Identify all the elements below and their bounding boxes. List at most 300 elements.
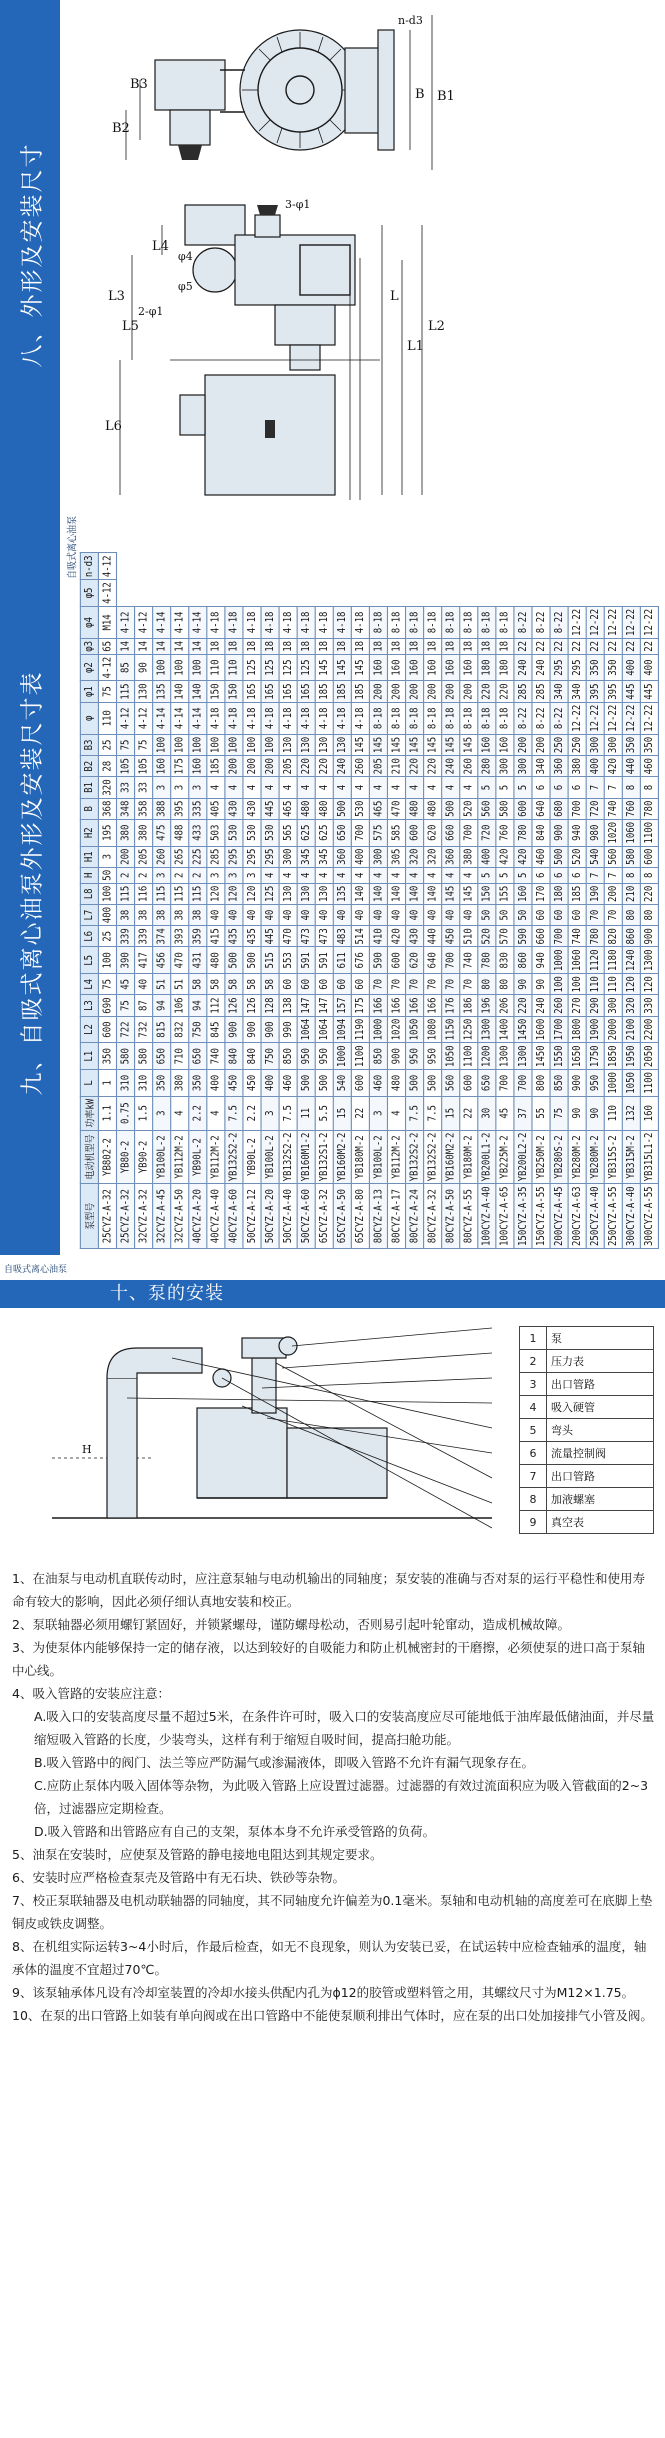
- rotated-table: [64, 516, 659, 1249]
- table-cell: 75: [117, 995, 135, 1016]
- table-cell: 8: [622, 777, 640, 798]
- table-cell: 4-12: [98, 654, 116, 681]
- table-cell: 186: [460, 995, 478, 1016]
- table-cell: 220: [424, 756, 442, 777]
- table-cell: 1800: [568, 1016, 586, 1043]
- table-cell: 125: [261, 654, 279, 681]
- table-cell: 4-18: [279, 606, 297, 638]
- table-row: [153, 553, 171, 1249]
- table-cell: 200: [243, 756, 261, 777]
- table-cell: 40CYZ-A-40: [207, 1184, 225, 1249]
- table-cell: 400: [351, 846, 369, 867]
- table-cell: 165: [261, 681, 279, 702]
- note-7: 7、校正泵联轴器及电机动联轴器的同轴度，其不同轴度允许偏差为0.1毫米。泵轴和电动机轴的高度差可在底脚上垫铜皮或铁皮调整。: [12, 1893, 653, 1931]
- table-row: [406, 553, 424, 1249]
- table-cell: 2: [171, 867, 189, 883]
- table-cell: 420: [604, 756, 622, 777]
- table-cell: YB160M2-2: [333, 1130, 351, 1184]
- table-cell: 650: [333, 819, 351, 846]
- table-row: [568, 553, 586, 1249]
- table-cell: 350: [622, 734, 640, 755]
- table-cell: 40: [243, 904, 261, 925]
- table-cell: 750: [261, 1043, 279, 1070]
- table-cell: 8-22: [514, 702, 532, 734]
- table-row: [117, 553, 135, 1249]
- table-tag: 自吸式离心油泵: [67, 516, 79, 580]
- table-cell: 90: [586, 1096, 604, 1130]
- table-cell: 4-12: [135, 702, 153, 734]
- table-cell: 80: [640, 904, 658, 925]
- table-cell: 4: [315, 777, 333, 798]
- table-cell: YB315S-2: [604, 1130, 622, 1184]
- outlet-flange-top: [378, 30, 394, 150]
- table-cell: 5: [514, 777, 532, 798]
- table-cell: 4-18: [297, 702, 315, 734]
- table-cell: 135: [333, 883, 351, 904]
- table-cell: 40: [261, 904, 279, 925]
- table-cell: 112: [207, 995, 225, 1016]
- table-cell: 33: [117, 777, 135, 798]
- table-cell: 4: [243, 777, 261, 798]
- table-cell: 6: [550, 777, 568, 798]
- table-cell: 65: [98, 638, 116, 654]
- table-cell: 18: [442, 638, 460, 654]
- table-cell: 8-22: [514, 606, 532, 638]
- table-cell: 8-18: [496, 702, 514, 734]
- table-cell: 70: [460, 974, 478, 995]
- table-cell: 4-14: [153, 702, 171, 734]
- table-cell: 1240: [622, 947, 640, 974]
- table-cell: 515: [261, 947, 279, 974]
- table-cell: 4-18: [315, 702, 333, 734]
- table-cell: 1300: [640, 947, 658, 974]
- table-header-cell: L1: [80, 1043, 98, 1070]
- dim-2phi1: 2-φ1: [138, 305, 164, 318]
- table-cell: 280: [478, 756, 496, 777]
- table-header-cell: B2: [80, 756, 98, 777]
- table-cell: 70: [586, 904, 604, 925]
- table-cell: 460: [532, 846, 550, 867]
- table-row: [604, 553, 622, 1249]
- table-cell: 60: [279, 974, 297, 995]
- table-cell: 540: [586, 846, 604, 867]
- table-row: [586, 553, 604, 1249]
- table-cell: 300: [369, 846, 387, 867]
- table-cell: YB90L-2: [243, 1130, 261, 1184]
- table-cell: 530: [351, 798, 369, 819]
- table-cell: 115: [117, 681, 135, 702]
- table-cell: 4-12: [98, 553, 116, 580]
- table-cell: 18: [261, 638, 279, 654]
- table-cell: 160: [369, 654, 387, 681]
- table-cell: 580: [622, 846, 640, 867]
- table-cell: 125: [261, 883, 279, 904]
- table-cell: 128: [261, 995, 279, 1016]
- table-cell: 2200: [640, 1016, 658, 1043]
- section-outline-dimensions: [0, 0, 665, 510]
- legend-row: [520, 1327, 654, 1350]
- table-cell: 345: [297, 846, 315, 867]
- dim-B1: B1: [437, 89, 455, 104]
- table-cell: 950: [297, 1043, 315, 1070]
- table-cell: 300: [604, 995, 622, 1016]
- table-cell: 38: [171, 904, 189, 925]
- table-cell: 1950: [622, 1043, 640, 1070]
- table-cell: 12-22: [604, 702, 622, 734]
- table-cell: 100: [243, 734, 261, 755]
- table-cell: 18: [225, 638, 243, 654]
- table-cell: 40: [406, 904, 424, 925]
- table-header-cell: L2: [80, 1016, 98, 1043]
- table-cell: 330: [640, 995, 658, 1016]
- table-cell: 1064: [315, 1016, 333, 1043]
- table-cell: 850: [279, 1043, 297, 1070]
- table-row: [225, 553, 243, 1249]
- table-cell: 400: [98, 904, 116, 925]
- table-cell: 37: [514, 1096, 532, 1130]
- table-cell: 55: [532, 1096, 550, 1130]
- table-cell: 417: [135, 947, 153, 974]
- table-cell: 530: [225, 819, 243, 846]
- legend-row: [520, 1350, 654, 1373]
- table-cell: 1050: [622, 1070, 640, 1097]
- table-cell: YB200L1-2: [478, 1130, 496, 1184]
- table-cell: 70: [604, 904, 622, 925]
- table-cell: 625: [315, 819, 333, 846]
- table-cell: 200: [460, 681, 478, 702]
- table-cell: 12-22: [640, 606, 658, 638]
- table-cell: 70: [442, 974, 460, 995]
- table-cell: 4: [261, 777, 279, 798]
- table-cell: 50: [98, 867, 116, 883]
- table-cell: 1.1: [98, 1096, 116, 1130]
- table-cell: 1100: [640, 819, 658, 846]
- table-cell: 32CYZ-A-32: [135, 1184, 153, 1249]
- table-cell: 530: [261, 819, 279, 846]
- table-cell: 40: [315, 904, 333, 925]
- table-cell: 285: [514, 681, 532, 702]
- table-cell: 220: [406, 756, 424, 777]
- table-cell: 160: [478, 734, 496, 755]
- table-cell: 1020: [604, 819, 622, 846]
- table-cell: 700: [514, 1070, 532, 1097]
- table-cell: 110: [586, 974, 604, 995]
- table-cell: 185: [207, 756, 225, 777]
- table-cell: 4-14: [171, 606, 189, 638]
- table-cell: 1150: [442, 1016, 460, 1043]
- table-header-cell: φ: [80, 702, 98, 734]
- table-cell: 590: [369, 947, 387, 974]
- table-cell: YB80-2: [117, 1130, 135, 1184]
- table-cell: 12-22: [622, 606, 640, 638]
- table-cell: 300: [279, 846, 297, 867]
- table-cell: 135: [153, 681, 171, 702]
- table-cell: 100: [568, 974, 586, 995]
- table-cell: 8-18: [460, 702, 478, 734]
- section10-title: 十、泵的安装: [0, 1280, 665, 1308]
- table-cell: 80CYZ-A-50: [442, 1184, 460, 1249]
- table-cell: 200: [261, 756, 279, 777]
- note-2: 2、泵联轴器必须用螺钉紧固好，并锁紧螺母，谨防螺母松动，否则易引起叶轮窜动，造成机械故障。: [12, 1617, 570, 1632]
- table-cell: 5: [478, 777, 496, 798]
- table-row: [243, 553, 261, 1249]
- table-cell: 380: [568, 756, 586, 777]
- table-cell: 58: [189, 974, 207, 995]
- table-cell: 100: [98, 947, 116, 974]
- table-cell: 4-18: [243, 606, 261, 638]
- table-cell: 130: [279, 883, 297, 904]
- table-cell: 140: [351, 883, 369, 904]
- table-cell: 100: [550, 974, 568, 995]
- table-cell: 22: [568, 638, 586, 654]
- table-cell: 4-12: [117, 702, 135, 734]
- table-cell: 80CYZ-A-24: [406, 1184, 424, 1249]
- table-cell: 40: [460, 904, 478, 925]
- note-1: 1、在油泵与电动机直联传动时，应注意泵轴与电动机输出的同轴度；泵安装的准确与否对泵的运行平稳性和使用寿命有较大的影响，因此必须仔细认真地安装和校正。: [12, 1571, 645, 1609]
- table-cell: 15: [442, 1096, 460, 1130]
- table-cell: 210: [622, 883, 640, 904]
- table-cell: 150: [478, 883, 496, 904]
- table-cell: 130: [297, 883, 315, 904]
- table-cell: 500: [550, 846, 568, 867]
- table-cell: 115: [153, 883, 171, 904]
- table-cell: 250: [568, 734, 586, 755]
- table-cell: 4: [387, 867, 405, 883]
- table-cell: 1200: [478, 1043, 496, 1070]
- table-cell: 575: [369, 819, 387, 846]
- table-row: [333, 553, 351, 1249]
- table-cell: 380: [117, 819, 135, 846]
- table-cell: 250: [550, 734, 568, 755]
- table-header-cell: L5: [80, 947, 98, 974]
- table-cell: 110: [98, 702, 116, 734]
- table-cell: 3: [153, 867, 171, 883]
- note-4: 4、吸入管路的安装应注意：: [12, 1686, 170, 1701]
- table-cell: 3: [171, 777, 189, 798]
- legend-label: 真空表: [547, 1511, 654, 1534]
- table-cell: 145: [315, 654, 333, 681]
- table-cell: 22: [586, 638, 604, 654]
- table-cell: 220: [640, 883, 658, 904]
- table-cell: 80CYZ-A-32: [424, 1184, 442, 1249]
- legend-row: [520, 1373, 654, 1396]
- table-cell: 18: [315, 638, 333, 654]
- table-cell: 600: [98, 1016, 116, 1043]
- table-cell: 600: [514, 798, 532, 819]
- table-cell: 2.2: [243, 1096, 261, 1130]
- table-cell: 4-18: [243, 702, 261, 734]
- table-cell: 900: [387, 1043, 405, 1070]
- table-cell: 1550: [550, 1043, 568, 1070]
- table-cell: 40: [424, 904, 442, 925]
- table-cell: 700: [460, 819, 478, 846]
- table-row: [622, 553, 640, 1249]
- table-cell: 720: [478, 819, 496, 846]
- table-cell: 58: [243, 974, 261, 995]
- table-cell: 200: [514, 734, 532, 755]
- table-cell: 1400: [496, 1016, 514, 1043]
- table-cell: 815: [153, 1016, 171, 1043]
- section-dimension-table: [0, 510, 665, 1255]
- table-cell: 295: [568, 654, 586, 681]
- table-cell: 65CYZ-A-80: [351, 1184, 369, 1249]
- section9-sidebar: [0, 510, 60, 1255]
- table-cell: 710: [171, 1043, 189, 1070]
- table-cell: 4: [297, 867, 315, 883]
- table-cell: 368: [98, 798, 116, 819]
- table-cell: 4-18: [297, 606, 315, 638]
- table-cell: 94: [189, 995, 207, 1016]
- table-cell: 8-18: [424, 606, 442, 638]
- table-cell: 7: [586, 777, 604, 798]
- table-cell: 190: [586, 883, 604, 904]
- table-cell: 5: [478, 867, 496, 883]
- table-cell: 7: [586, 867, 604, 883]
- table-cell: 58: [207, 974, 225, 995]
- motor-junction-box: [155, 60, 225, 110]
- table-row: [442, 553, 460, 1249]
- table-cell: 85: [117, 654, 135, 681]
- table-cell: 1650: [568, 1043, 586, 1070]
- table-row: [279, 553, 297, 1249]
- table-cell: 380: [135, 819, 153, 846]
- table-cell: 360: [550, 756, 568, 777]
- table-cell: 4-18: [207, 702, 225, 734]
- table-cell: 570: [496, 926, 514, 947]
- table-cell: 12-22: [586, 606, 604, 638]
- table-row: [351, 553, 369, 1249]
- table-cell: 8: [640, 777, 658, 798]
- table-cell: 488: [171, 819, 189, 846]
- table-cell: 1100: [460, 1043, 478, 1070]
- dimension-table: [80, 552, 659, 1249]
- table-cell: 510: [460, 926, 478, 947]
- table-cell: 1050: [442, 1043, 460, 1070]
- table-header-cell: L4: [80, 974, 98, 995]
- table-cell: 900: [225, 1016, 243, 1043]
- note-10: 10、在泵的出口管路上如装有单向阀或在出口管路中不能使泵顺利排出气体时，应在泵的出口处加接排气小管及阀。: [12, 2008, 653, 2023]
- legend-row: [520, 1465, 654, 1488]
- table-cell: 585: [387, 819, 405, 846]
- table-cell: 8-18: [406, 702, 424, 734]
- table-cell: 285: [207, 846, 225, 867]
- table-cell: 1094: [333, 1016, 351, 1043]
- table-cell: 160: [496, 734, 514, 755]
- table-cell: 750: [189, 1016, 207, 1043]
- table-cell: 840: [532, 819, 550, 846]
- table-cell: 175: [171, 756, 189, 777]
- table-cell: 820: [604, 926, 622, 947]
- table-cell: 200: [369, 681, 387, 702]
- table-cell: 990: [279, 1016, 297, 1043]
- table-cell: 7.5: [424, 1096, 442, 1130]
- table-cell: 150CYZ-A-55: [532, 1184, 550, 1249]
- table-row: [98, 553, 116, 1249]
- table-cell: 400: [478, 846, 496, 867]
- installation-legend: [519, 1326, 654, 1534]
- table-cell: 40: [351, 904, 369, 925]
- table-header-cell: φ4: [80, 606, 98, 638]
- table-cell: 950: [424, 1043, 442, 1070]
- table-cell: 860: [514, 947, 532, 974]
- table-cell: 900: [568, 1070, 586, 1097]
- table-cell: 8: [622, 867, 640, 883]
- section9-title: 九、自吸式离心油泵外形及安装尺寸表: [19, 670, 46, 1095]
- table-cell: 200: [424, 681, 442, 702]
- table-cell: 1190: [351, 1016, 369, 1043]
- table-cell: 1.5: [135, 1096, 153, 1130]
- table-cell: 65CYZ-A-32: [315, 1184, 333, 1249]
- table-cell: 105: [135, 756, 153, 777]
- table-cell: 50CYZ-A-40: [279, 1184, 297, 1249]
- table-cell: 3: [207, 867, 225, 883]
- table-cell: 2050: [640, 1043, 658, 1070]
- table-cell: 260: [351, 756, 369, 777]
- table-header-cell: H1: [80, 846, 98, 867]
- table-cell: 150CYZ-A-35: [514, 1184, 532, 1249]
- table-cell: 18: [243, 638, 261, 654]
- table-cell: 4: [207, 1096, 225, 1130]
- table-cell: 106: [171, 995, 189, 1016]
- table-cell: 475: [153, 819, 171, 846]
- table-cell: 8-22: [550, 606, 568, 638]
- table-cell: 740: [568, 926, 586, 947]
- table-cell: 348: [117, 798, 135, 819]
- table-cell: 205: [279, 756, 297, 777]
- legend-row: [520, 1442, 654, 1465]
- table-cell: 105: [117, 756, 135, 777]
- table-cell: 680: [550, 798, 568, 819]
- table-cell: 60: [333, 974, 351, 995]
- table-cell: 120: [207, 883, 225, 904]
- table-cell: 70: [369, 974, 387, 995]
- table-cell: 100: [171, 734, 189, 755]
- table-cell: 160: [406, 654, 424, 681]
- table-cell: 400: [622, 654, 640, 681]
- table-cell: 22: [351, 1096, 369, 1130]
- dim-phi4: φ4: [178, 250, 193, 263]
- table-cell: 300: [586, 734, 604, 755]
- table-cell: 2: [135, 867, 153, 883]
- table-cell: 260: [550, 995, 568, 1016]
- table-cell: 51: [153, 974, 171, 995]
- table-cell: 320: [406, 846, 424, 867]
- table-cell: 120: [640, 974, 658, 995]
- table-cell: 600: [406, 819, 424, 846]
- table-cell: 220: [315, 756, 333, 777]
- table-cell: 1900: [586, 1016, 604, 1043]
- table-cell: 50: [514, 904, 532, 925]
- section8-sidebar: [0, 0, 60, 510]
- table-cell: 150: [225, 681, 243, 702]
- table-header-cell: B: [80, 798, 98, 819]
- table-cell: 100CYZ-A-65: [496, 1184, 514, 1249]
- table-cell: 8-18: [369, 606, 387, 638]
- table-cell: 480: [207, 947, 225, 974]
- table-cell: 7.5: [279, 1096, 297, 1130]
- table-cell: 100: [153, 654, 171, 681]
- table-cell: 11: [297, 1096, 315, 1130]
- dim-B3: B3: [130, 77, 148, 92]
- legend-label: 压力表: [547, 1350, 654, 1373]
- table-cell: 4: [351, 777, 369, 798]
- table-cell: 250CYZ-A-55: [604, 1184, 622, 1249]
- table-cell: 4-18: [225, 606, 243, 638]
- note-5: 5、油泵在安装时，应使泵及管路的静电接地电阻达到其规定要求。: [12, 1847, 383, 1862]
- table-cell: 196: [478, 995, 496, 1016]
- table-cell: 450: [442, 926, 460, 947]
- table-cell: 305: [387, 846, 405, 867]
